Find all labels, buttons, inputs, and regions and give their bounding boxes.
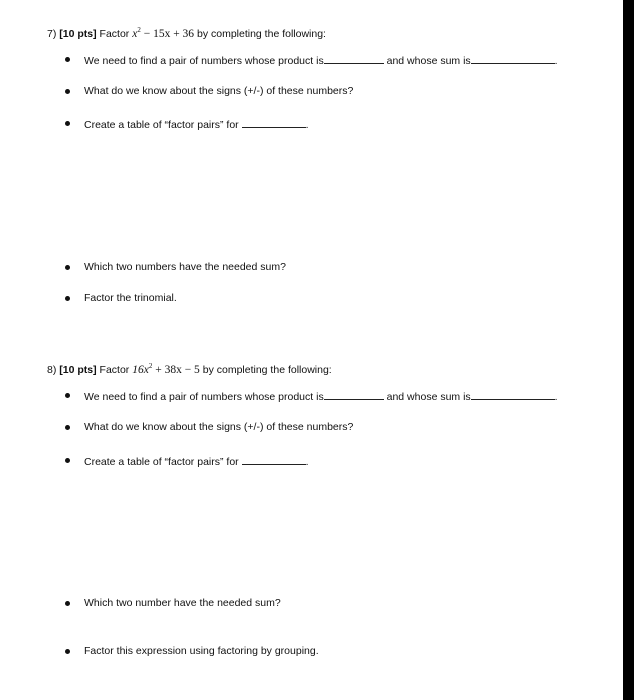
q7-bullet-factor: Factor the trinomial. <box>84 292 177 304</box>
bullet-icon <box>65 458 70 463</box>
q7-points: [10 pts] <box>59 28 97 40</box>
bullet-icon <box>65 121 70 126</box>
q8-bullet-factor-pairs: Create a table of “factor pairs” for . <box>84 456 309 468</box>
q7-bullet-needed-sum: Which two numbers have the needed sum? <box>84 261 286 273</box>
q7-sum-text: and whose sum is <box>386 55 471 67</box>
q8-bullet-product-sum: We need to find a pair of numbers whose product is and whose sum is . <box>84 391 558 403</box>
q8-product-blank[interactable] <box>324 389 384 400</box>
q7-heading <box>47 28 326 41</box>
q8-bullet-factor: Factor this expression using factoring by grouping. <box>84 645 319 657</box>
q8-suffix: by completing the following: <box>202 364 332 376</box>
bullet-icon <box>65 601 70 606</box>
bullet-icon <box>65 265 70 270</box>
q7-bullet-factor-pairs: Create a table of “factor pairs” for . <box>84 119 309 131</box>
q8-bullet-signs: What do we know about the signs (+/-) of these numbers? <box>84 421 354 433</box>
q7-number: 7) <box>47 28 57 40</box>
q7-suffix: by completing the following: <box>196 28 326 40</box>
q7-sum-blank[interactable] <box>471 53 555 64</box>
q8-heading <box>47 364 332 377</box>
q8-prefix: Factor <box>99 364 130 376</box>
bullet-icon <box>65 393 70 398</box>
q8-number: 8) <box>47 364 57 376</box>
q7-bullet-product-sum: We need to find a pair of numbers whose product is and whose sum is . <box>84 55 558 67</box>
bullet-icon <box>65 649 70 654</box>
q7-product-text: We need to find a pair of numbers whose product is <box>84 55 324 67</box>
q7-bullet-signs: What do we know about the signs (+/-) of these numbers? <box>84 85 354 97</box>
q8-factor-pairs-blank[interactable] <box>242 454 306 465</box>
q8-bullet-needed-sum: Which two number have the needed sum? <box>84 597 281 609</box>
q7-prefix: Factor <box>99 28 130 40</box>
bullet-icon <box>65 57 70 62</box>
q7-expression: $x^2 - 15x + 36$ <box>132 26 195 40</box>
bullet-icon <box>65 89 70 94</box>
q8-product-text: We need to find a pair of numbers whose product is <box>84 391 324 403</box>
q8-sum-text: and whose sum is <box>386 391 471 403</box>
bullet-icon <box>65 425 70 430</box>
q7-factor-pairs-blank[interactable] <box>242 117 306 128</box>
q8-expression: $16x^2 + 38x - 5$ <box>132 362 200 376</box>
bullet-icon <box>65 296 70 301</box>
q8-sum-blank[interactable] <box>471 389 555 400</box>
q8-points: [10 pts] <box>59 364 97 376</box>
q7-product-blank[interactable] <box>324 53 384 64</box>
